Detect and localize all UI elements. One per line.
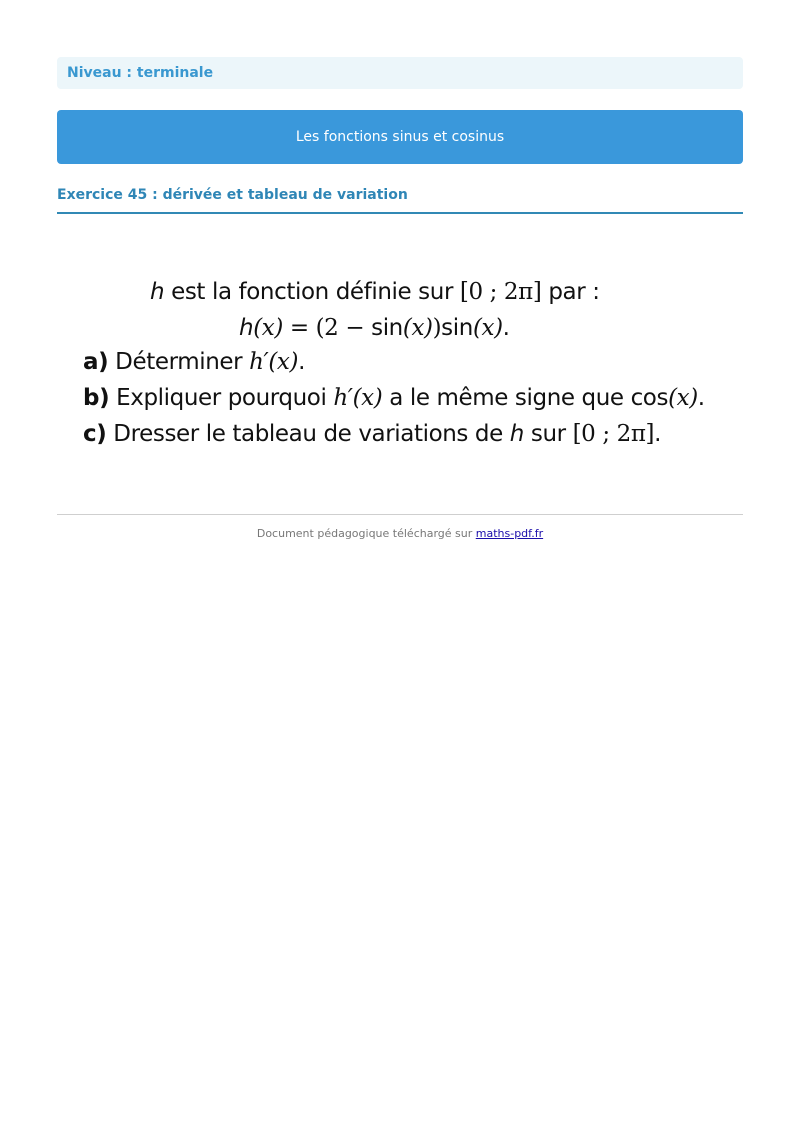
question-interval: [0 ; 2π] <box>572 421 655 447</box>
question-b <box>83 380 705 416</box>
footer-divider <box>57 514 743 515</box>
question-math-2: (x) <box>668 385 698 411</box>
question-math: h′(x) <box>333 385 383 411</box>
formula-end: . <box>502 315 510 341</box>
function-formula <box>239 310 510 346</box>
formula-sin-1-arg: (x) <box>402 315 433 341</box>
exercise-intro <box>150 274 600 310</box>
formula-sin-2-arg: (x) <box>472 315 503 341</box>
exercise-title: Exercice 45 : dérivée et tableau de variation <box>57 185 743 214</box>
function-name: h <box>150 279 165 305</box>
formula-sin-2: sin <box>441 315 473 341</box>
formula-h: h <box>239 315 254 341</box>
interval: [0 ; 2π] <box>459 279 542 305</box>
footer-text: Document pédagogique téléchargé sur <box>256 527 476 540</box>
level-badge: Niveau : terminale <box>57 57 743 89</box>
question-end: . <box>654 421 662 447</box>
question-function-name: h <box>509 421 524 447</box>
formula-sin-1: sin <box>371 315 403 341</box>
question-label: c) <box>83 421 107 447</box>
question-text-2: a le même signe que cos <box>382 385 669 411</box>
question-text: Expliquer pourquoi <box>109 385 334 411</box>
formula-close: ) <box>432 315 442 341</box>
question-label: b) <box>83 385 110 411</box>
question-end: . <box>298 349 305 375</box>
question-text: Déterminer <box>108 349 250 375</box>
footer <box>57 527 743 540</box>
question-text-2: sur <box>523 421 573 447</box>
question-math: h′(x) <box>249 349 299 375</box>
intro-text: est la fonction définie sur <box>164 279 460 305</box>
question-end: . <box>697 385 705 411</box>
question-label: a) <box>83 349 109 375</box>
intro-end: par : <box>541 279 600 305</box>
page-title: Les fonctions sinus et cosinus <box>57 110 743 164</box>
question-c <box>83 416 661 452</box>
formula-arg: (x) <box>253 315 283 341</box>
question-a <box>83 344 305 380</box>
formula-eq: = (2 − <box>282 315 372 341</box>
question-text: Dresser le tableau de variations de <box>106 421 510 447</box>
footer-link[interactable]: maths-pdf.fr <box>475 527 544 540</box>
